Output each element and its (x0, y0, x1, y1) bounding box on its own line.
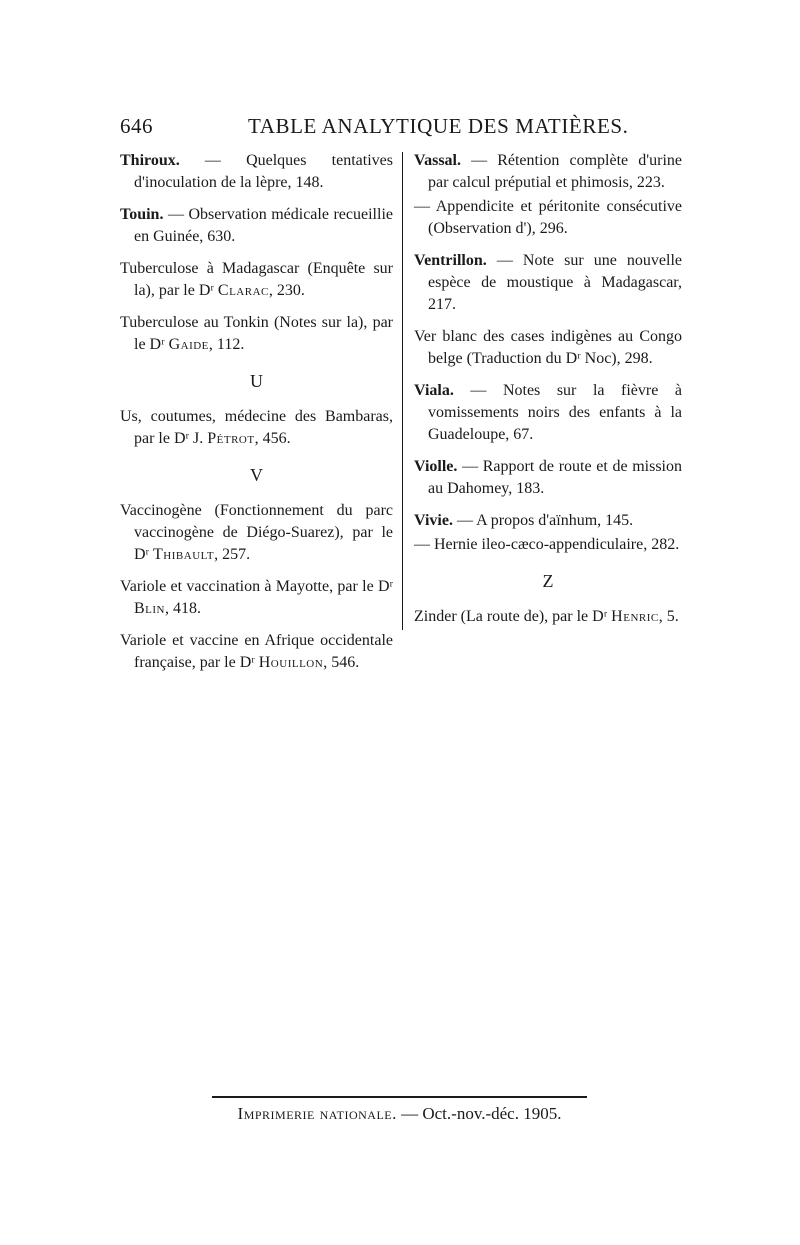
right-column (414, 150, 682, 638)
index-entry (120, 500, 393, 566)
entry-text: — Quelques tentatives d'inoculation de la lèpre, 148. (134, 152, 393, 191)
entry-author: Henric (611, 608, 659, 625)
entry-page: , 5. (658, 608, 679, 625)
index-entry (414, 456, 682, 500)
entry-page: , 418. (165, 600, 201, 617)
index-entry (414, 196, 682, 240)
printer-name: Imprimerie nationale. (237, 1104, 397, 1123)
section-letter-z: Z (542, 571, 554, 591)
index-entry (414, 510, 682, 532)
entry-page: , 456. (254, 430, 291, 447)
running-title: TABLE ANALYTIQUE DES MATIÈRES. (248, 114, 629, 138)
entry-text: — Observation médicale recueillie en Guinée, 630. (134, 206, 393, 245)
entry-author: Houillon (258, 654, 324, 671)
section-letter-u: U (250, 371, 263, 391)
index-entry (414, 150, 682, 194)
entry-text: — Hernie ileo-cæco-appendiculaire, 282. (414, 536, 680, 553)
index-entry (120, 150, 393, 194)
page-number: 646 (120, 114, 153, 138)
entry-text: — Rétention complète d'urine par calcul préputial et phimosis, 223. (428, 152, 682, 191)
entry-text: — Appendicite et péritonite consécutive (Observation d'), 296. (414, 198, 682, 237)
footer-rule (212, 1096, 587, 1098)
section-letter-v: V (250, 465, 263, 485)
entry-text: Vaccinogène (Fonctionnement du parc vaccinogène de Diégo-Suarez), par le Dʳ (120, 502, 393, 563)
index-entry (414, 534, 682, 556)
entry-name: Violle. (414, 458, 458, 475)
left-column (120, 150, 393, 684)
entry-page: , 230. (268, 282, 305, 299)
index-entry (120, 312, 393, 356)
entry-name: Viala. (414, 382, 454, 399)
index-entry (414, 326, 682, 370)
index-entry (414, 250, 682, 316)
entry-text: Ver blanc des cases indigènes au Congo belge (Traduction du Dʳ Noc), 298. (414, 328, 682, 367)
entry-text: Us, coutumes, médecine des Bambaras, par le Dʳ J. (120, 408, 393, 447)
column-divider (402, 152, 403, 630)
index-entry (414, 380, 682, 446)
entry-author: Blin (134, 600, 165, 617)
entry-page: , 257. (214, 546, 251, 563)
entry-page: , 546. (323, 654, 360, 671)
entry-author: Gaide (168, 336, 209, 353)
entry-name: Vassal. (414, 152, 461, 169)
index-entry (120, 630, 393, 674)
index-entry (120, 258, 393, 302)
entry-text: Tuberculose au Tonkin (Notes sur la), par le Dʳ (120, 314, 393, 353)
index-entry (414, 606, 682, 628)
entry-text: Variole et vaccine en Afrique occidentale française, par le Dʳ (120, 632, 393, 671)
entry-text: Tuberculose à Madagascar (Enquête sur la), par le Dʳ (120, 260, 393, 299)
entry-author: Pétrot (207, 430, 255, 447)
index-entry (120, 406, 393, 450)
entry-text: — Note sur une nouvelle espèce de moustique à Madagascar, 217. (428, 252, 682, 313)
issue-date: — Oct.-nov.-déc. 1905. (396, 1104, 562, 1123)
index-entry (120, 204, 393, 248)
entry-text: Zinder (La route de), par le Dʳ (414, 608, 612, 625)
entry-text: Variole et vaccination à Mayotte, par le Dʳ (120, 578, 393, 595)
entry-name: Vivie. (414, 512, 453, 529)
entry-name: Touin. (120, 206, 164, 223)
entry-text: — Rapport de route et de mission au Dahomey, 183. (428, 458, 682, 497)
entry-author: Clarac (217, 282, 269, 299)
index-entry (120, 576, 393, 620)
entry-text: — Notes sur la fièvre à vomissements noirs des enfants à la Guadeloupe, 67. (428, 382, 682, 443)
entry-text: — A propos d'aïnhum, 145. (452, 512, 634, 529)
entry-name: Ventrillon. (414, 252, 487, 269)
entry-author: Thibault (153, 546, 215, 563)
entry-page: , 112. (208, 336, 245, 353)
imprint-footer (212, 1104, 587, 1124)
entry-name: Thiroux. (120, 152, 180, 169)
